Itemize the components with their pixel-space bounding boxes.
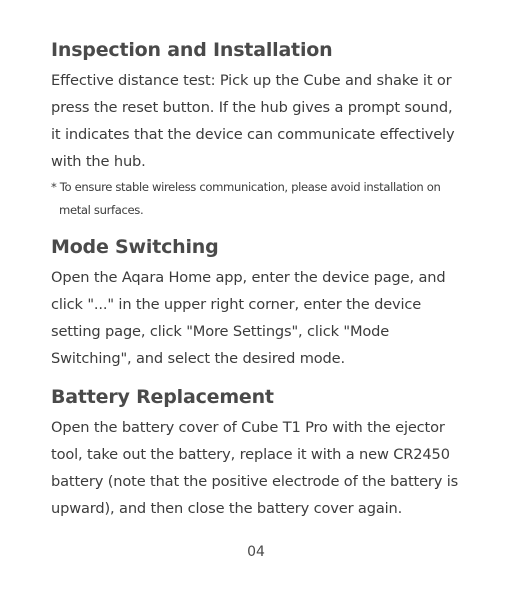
section-body-battery-replacement: [51, 414, 481, 522]
body-line: click "..." in the upper right corner, enter the device: [51, 296, 422, 313]
body-line: press the reset button. If the hub gives a prompt sound,: [51, 99, 453, 116]
installation-note: [51, 176, 481, 222]
body-line: Open the Aqara Home app, enter the device page, and: [51, 269, 446, 286]
note-line: * To ensure stable wireless communication, please avoid installation on: [51, 180, 441, 194]
body-line: tool, take out the battery, replace it with a new CR2450: [51, 446, 450, 463]
section-body-inspection: [51, 67, 481, 175]
section-heading-inspection: Inspection and Installation: [51, 39, 333, 61]
body-line: Switching", and select the desired mode.: [51, 350, 345, 367]
body-line: battery (note that the positive electrode of the battery is: [51, 473, 459, 490]
body-line: Open the battery cover of Cube T1 Pro with the ejector: [51, 419, 445, 436]
section-heading-mode-switching: Mode Switching: [51, 236, 219, 258]
body-line: upward), and then close the battery cover again.: [51, 500, 403, 517]
page-number: 04: [247, 544, 265, 560]
body-line: setting page, click "More Settings", click "Mode: [51, 323, 390, 340]
note-line: metal surfaces.: [59, 203, 144, 217]
section-heading-battery-replacement: Battery Replacement: [51, 386, 274, 408]
body-line: with the hub.: [51, 153, 146, 170]
body-line: Effective distance test: Pick up the Cube and shake it or: [51, 72, 452, 89]
section-body-mode-switching: [51, 264, 481, 372]
body-line: it indicates that the device can communicate effectively: [51, 126, 455, 143]
